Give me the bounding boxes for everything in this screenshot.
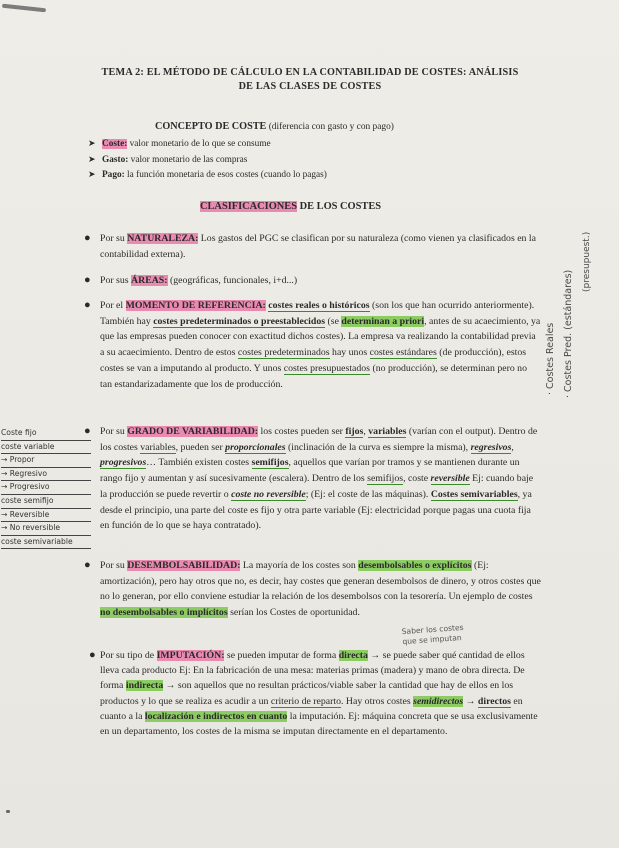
bullet-dot-icon: ●: [84, 274, 91, 286]
bullet-desembolsabilidad: ● Por su DESEMBOLSABILIDAD: La mayoría de los costes son desembolsables o explícitos (Ej: amortización), pero hay otros que no, es decir, hay costes que generan desembolsos de dinero, y otros costes que no lo generan, por ello conviene estudiar la relación de los desembolsos con la tesorería. Un ejemplo de costes no desembolsables o implícitos serían los Costes de oportunidad.: [84, 559, 541, 619]
page-title: [60, 66, 560, 94]
arrow-bullet-icon: ➤: [88, 153, 96, 164]
bullet-imputacion: ● Por su tipo de IMPUTACIÓN: se pueden imputar de forma directa → se puede saber qué cantidad de ellos lleva cada producto Ej: En la fabricación de una mesa: materias primas (madera) y mano de obra directa. De forma indirecta → son aquellos que no resultan prácticos/viable saber la cantidad que hay de ellos en los productos y lo que se realiza es acudir a un criterio de reparto. Hay otros costes semidirectos → directos en cuanto a la localización e indirectos en cuanto la imputación. Ej: máquina concreta que se usa exclusivamente en un departamento, los costes de la misma se imputan directamente en el departamento.: [89, 649, 538, 738]
bullet-dot-icon: ●: [84, 559, 91, 571]
key-term: GRADO DE VARIABILIDAD:: [127, 426, 259, 437]
title-line-2: DE LAS CLASES DE COSTES: [238, 81, 382, 92]
bullet-variabilidad: ● Por su GRADO DE VARIABILIDAD: los costes pueden ser fijos, variables (varían con el output). Dentro de los costes variables, pueden ser proporcionales (inclinación de la curva es siempre la misma), regresivos, progresivos… También existen costes semifijos, aquellos que varían por tramos y se mantienen durante un rango fijo y aumentan y así sucesivamente (escalera). Dentro de los semifijos, coste reversible Ej: cuando baje la producción se puede revertir o coste no reversible; (Ej: el coste de las máquinas). Costes semivariables, ya desde el principio, una parte del coste es fijo y otra parte variable (Ej: electricidad porque pagas una cuota fija en función de lo que se haya contratado).: [84, 425, 538, 532]
concepto-list: [88, 136, 327, 183]
bullet-momento: ● Por el MOMENTO DE REFERENCIA: costes reales o históricos (son los que han ocurrido anteriormente). También hay costes predeterminados o preestablecidos (se determinan a priori, antes de su acaecimiento, ya que las empresas pueden conocer con exactitud dichos costes). La empresa va realizando la contabilidad previa a su acaecimiento. Dentro de estos costes predeterminados hay unos costes estándares (de producción), estos costes se van a imputando al producto. Y unos costes presupuestados (no producción), se determinan pero no tan estandarizadamente que los de producción.: [84, 299, 541, 390]
bullet-dot-icon: ●: [84, 299, 91, 311]
list-item: ➤ Coste: valor monetario de lo que se consume: [88, 138, 271, 149]
handwritten-margin-notes: Coste fijo coste variable → Propor → Regresivo → Progresivo coste semifijo → Reversible → No reversible coste semivariable: [1, 427, 91, 542]
handwritten-note: · Costes Reales: [545, 322, 556, 395]
concepto-subtitle: (diferencia con gasto y con pago): [266, 122, 394, 132]
key-term: DESEMBOLSABILIDAD:: [127, 560, 241, 571]
bullet-dot-icon: ●: [84, 425, 91, 437]
handwritten-note: (presupuest.): [582, 231, 592, 292]
arrow-bullet-icon: ➤: [88, 169, 96, 179]
bullet-naturaleza: ● Por su NATURALEZA: Los gastos del PGC se clasifican por su naturaleza (como vienen ya clasificados en la contabilidad externa).: [84, 232, 536, 260]
ink-mark: [6, 810, 10, 813]
list-item: ➤ Pago: la función monetaria de esos costes (cuando lo pagas): [88, 169, 327, 180]
key-term: NATURALEZA:: [127, 233, 199, 244]
title-line-1: TEMA 2: EL MÉTODO DE CÁLCULO EN LA CONTABILIDAD DE COSTES: ANÁLISIS: [101, 67, 519, 78]
bullet-dot-icon: ●: [84, 232, 91, 244]
bullet-dot-icon: ●: [89, 649, 96, 661]
key-term: IMPUTACIÓN:: [156, 650, 225, 661]
arrow-bullet-icon: ➤: [88, 138, 96, 148]
concepto-heading: [155, 121, 394, 132]
list-item: ➤ Gasto: valor monetario de las compras: [88, 153, 248, 165]
section-heading-highlight: CLASIFICACIONES: [200, 201, 298, 212]
section-heading: CLASIFICACIONES DE LOS COSTES: [200, 201, 382, 212]
handwritten-note: · Costes Pred. (estándares): [563, 269, 574, 398]
handwritten-note-imputacion: Saber los costes que se imputan: [401, 622, 464, 647]
concepto-title: CONCEPTO DE COSTE: [155, 121, 267, 132]
ink-smudge: [2, 4, 46, 13]
key-term: ÁREAS:: [131, 275, 168, 286]
bullet-areas: ● Por sus ÁREAS: (geográficas, funcionales, i+d...): [86, 273, 541, 289]
key-term: MOMENTO DE REFERENCIA:: [125, 300, 266, 311]
